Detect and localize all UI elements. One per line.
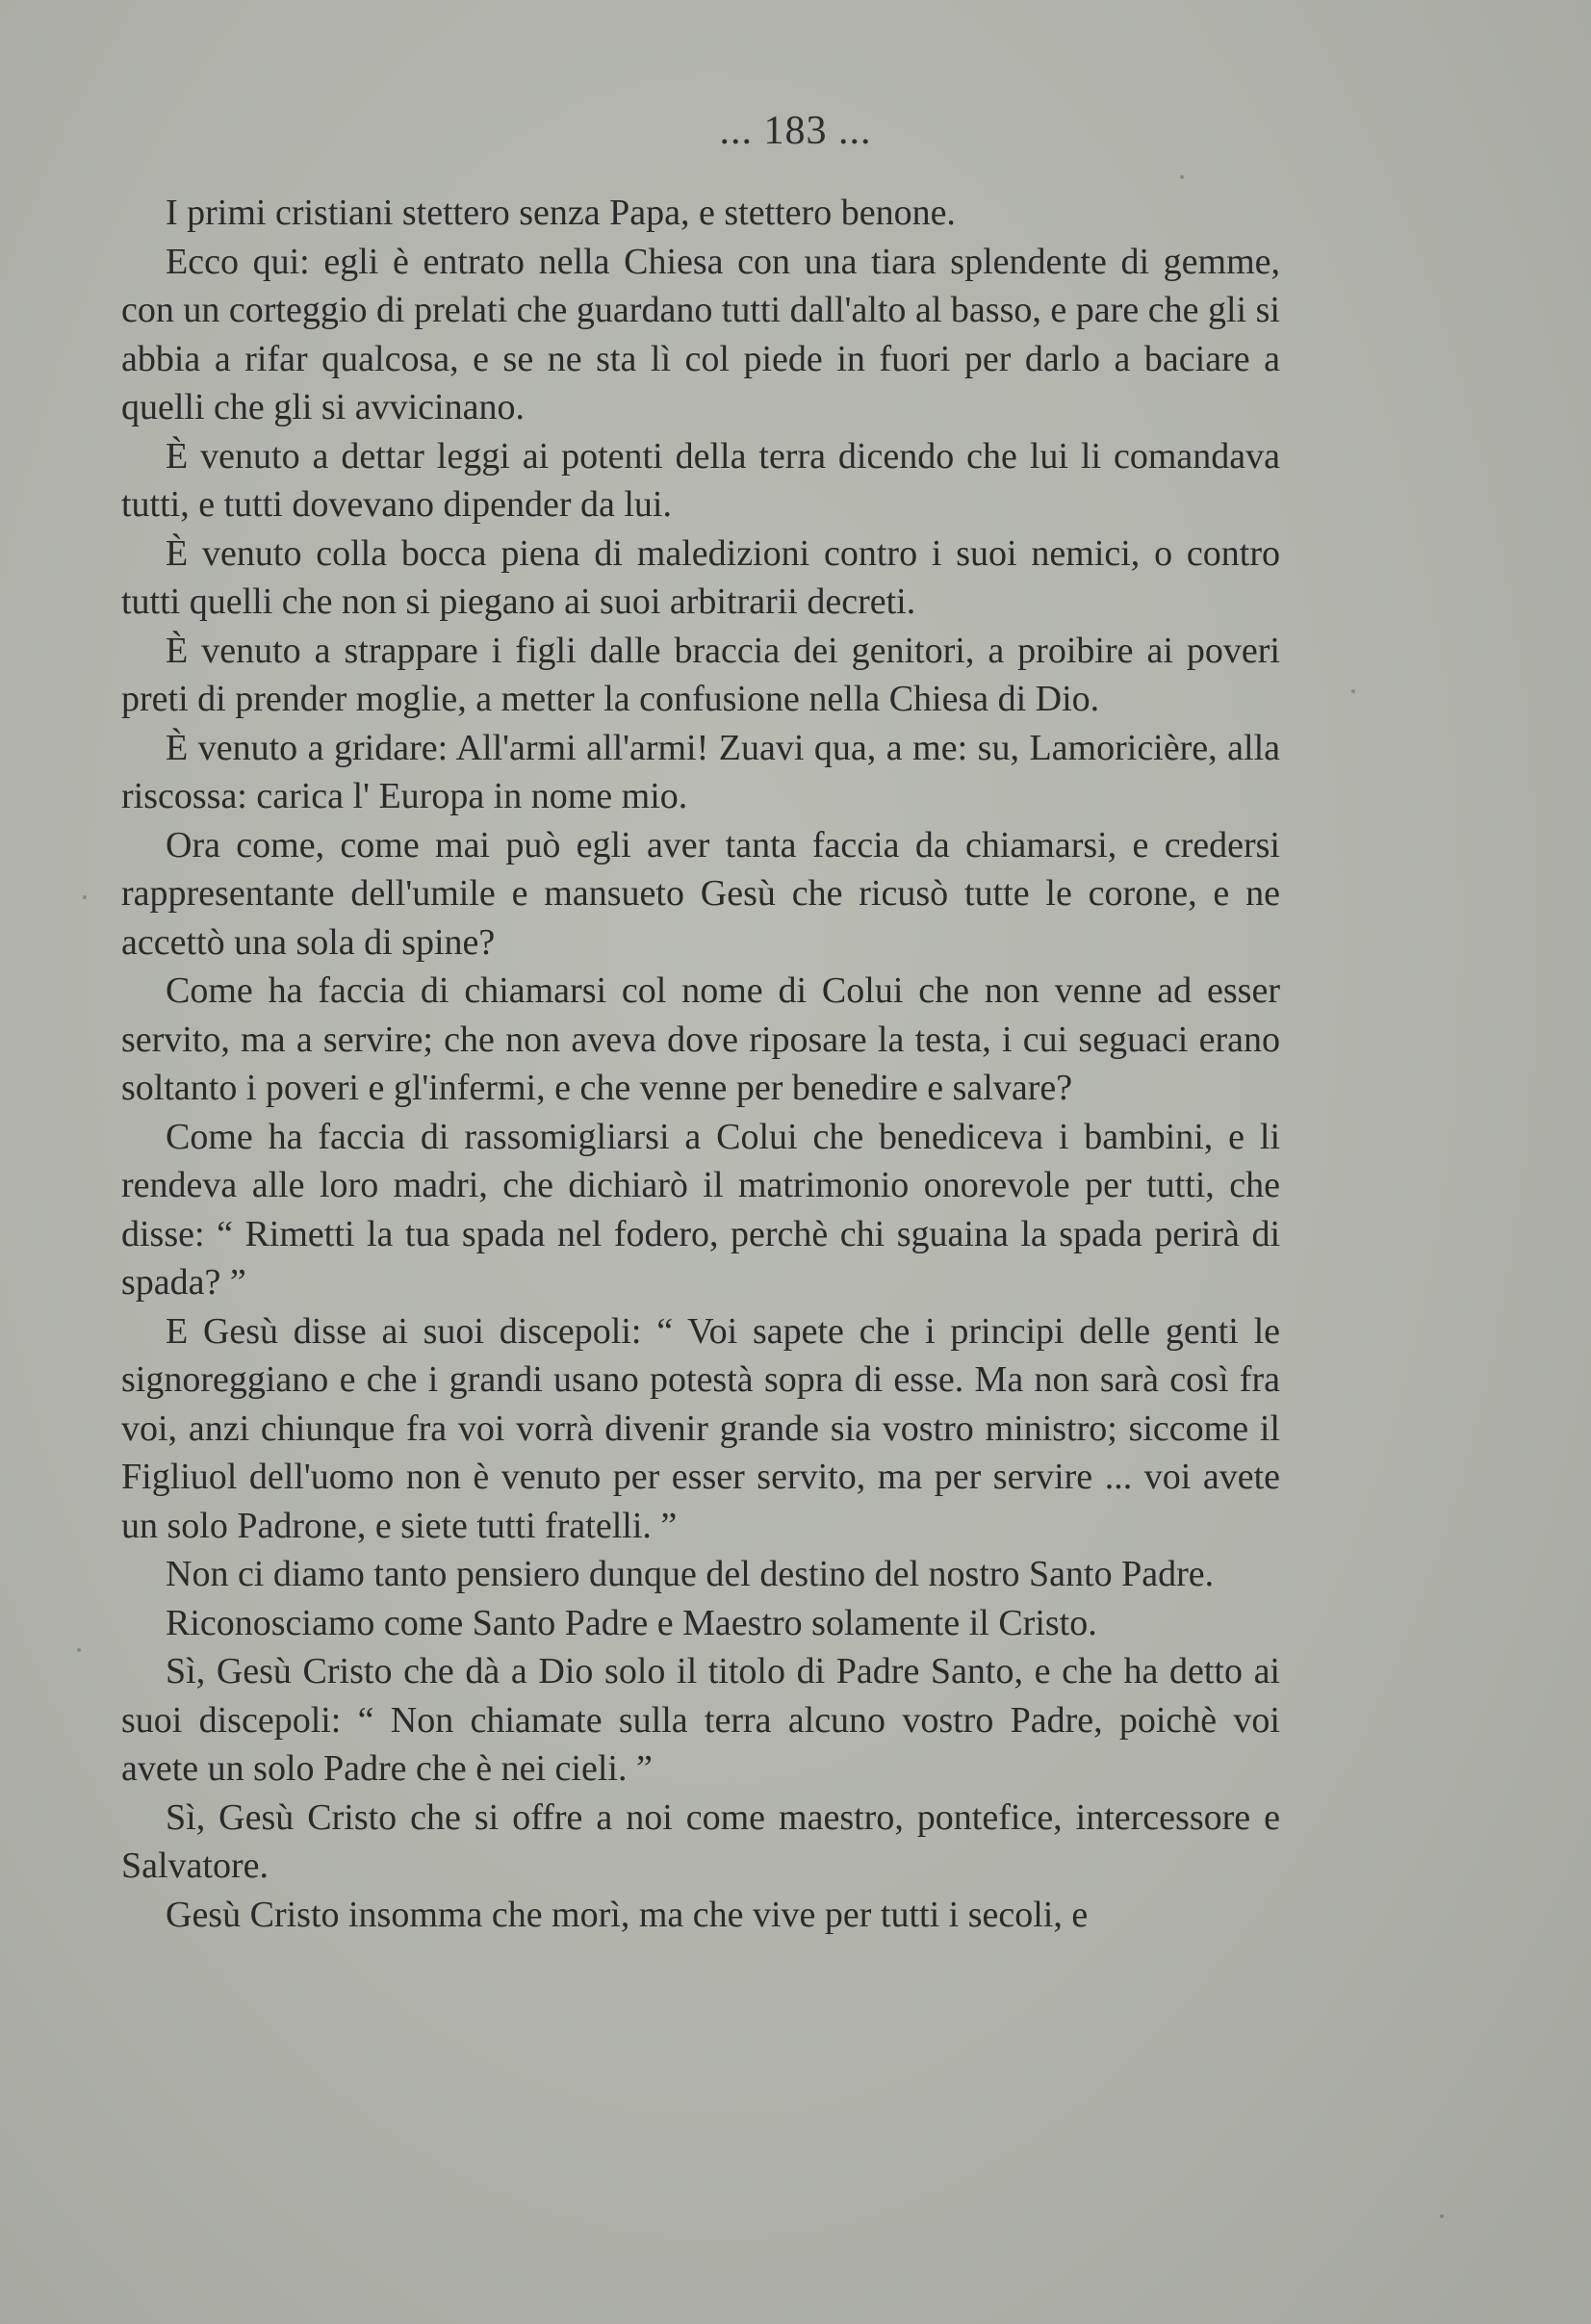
body-text (121, 189, 1280, 1939)
paragraph: Non ci diamo tanto pensiero dunque del destino del nostro Santo Padre. (166, 1554, 1215, 1594)
paragraph: Sì, Gesù Cristo che si offre a noi come maestro, pontefice, intercessore e Salvatore. (121, 1796, 1280, 1886)
paragraph: Sì, Gesù Cristo che dà a Dio solo il titolo di Padre Santo, e che ha detto ai suoi discepoli: “ Non chiamate sulla terra alcuno vostro Padre, poichè voi avete un solo Padre che è nei cieli. ” (121, 1651, 1280, 1789)
paper-speck (1180, 175, 1184, 179)
paragraph: Ecco qui: egli è entrato nella Chiesa con una tiara splendente di gemme, con un corteggio di prelati che guardano tutti dall'alto al basso, e pare che gli si abbia a rifar qualcosa, e se ne sta lì col piede in fuori per darlo a baciare a quelli che gli si avvicinano. (121, 241, 1280, 427)
page-number: ... 183 ... (719, 109, 872, 153)
paragraph: È venuto a strappare i figli dalle braccia dei genitori, a proibire ai poveri preti di prender moglie, a metter la confusione nella Chiesa di Dio. (121, 630, 1280, 719)
paper-speck (83, 895, 87, 899)
paragraph: È venuto colla bocca piena di maledizioni contro i suoi nemici, o contro tutti quelli che non si piegano ai suoi arbitrarii decreti. (121, 532, 1280, 622)
paragraph: Ora come, come mai può egli aver tanta faccia da chiamarsi, e credersi rappresentante dell'umile e mansueto Gesù che ricusò tutte le corone, e ne accettò una sola di spine? (121, 824, 1280, 963)
paragraph: E Gesù disse ai suoi discepoli: “ Voi sapete che i principi delle genti le signoreggiano e che i grandi usano potestà sopra di esse. Ma non sarà così fra voi, anzi chiunque fra voi vorrà divenir grande sia vostro ministro; siccome il Figliuol dell'uomo non è venuto per esser servito, ma per servire ... voi avete un solo Padrone, e siete tutti fratelli. ” (121, 1310, 1280, 1546)
paragraph: È venuto a dettar leggi ai potenti della terra dicendo che lui li comandava tutti, e tutti dovevano dipender da lui. (121, 435, 1280, 525)
paragraph: Gesù Cristo insomma che morì, ma che vive per tutti i secoli, e (166, 1894, 1089, 1935)
paper-speck (1440, 2214, 1444, 2218)
paragraph: È venuto a gridare: All'armi all'armi! Zuavi qua, a me: su, Lamoricière, alla riscossa: carica l' Europa in nome mio. (121, 727, 1280, 816)
paper-speck (1351, 689, 1355, 693)
paragraph: Come ha faccia di rassomigliarsi a Colui che benediceva i bambini, e li rendeva alle loro madri, che dichiarò il matrimonio onorevole per tutti, che disse: “ Rimetti la tua spada nel fodero, perchè chi sguaina la spada perirà di spada? ” (121, 1116, 1280, 1303)
paragraph: Riconosciamo come Santo Padre e Maestro solamente il Cristo. (166, 1602, 1097, 1643)
paper-speck (77, 1648, 81, 1652)
paragraph: Come ha faccia di chiamarsi col nome di Colui che non venne ad esser servito, ma a servire; che non aveva dove riposare la testa, i cui seguaci erano soltanto i poveri e gl'infermi, e che venne per benedire e salvare? (121, 970, 1280, 1108)
paragraph: I primi cristiani stettero senza Papa, e stettero benone. (166, 193, 956, 233)
